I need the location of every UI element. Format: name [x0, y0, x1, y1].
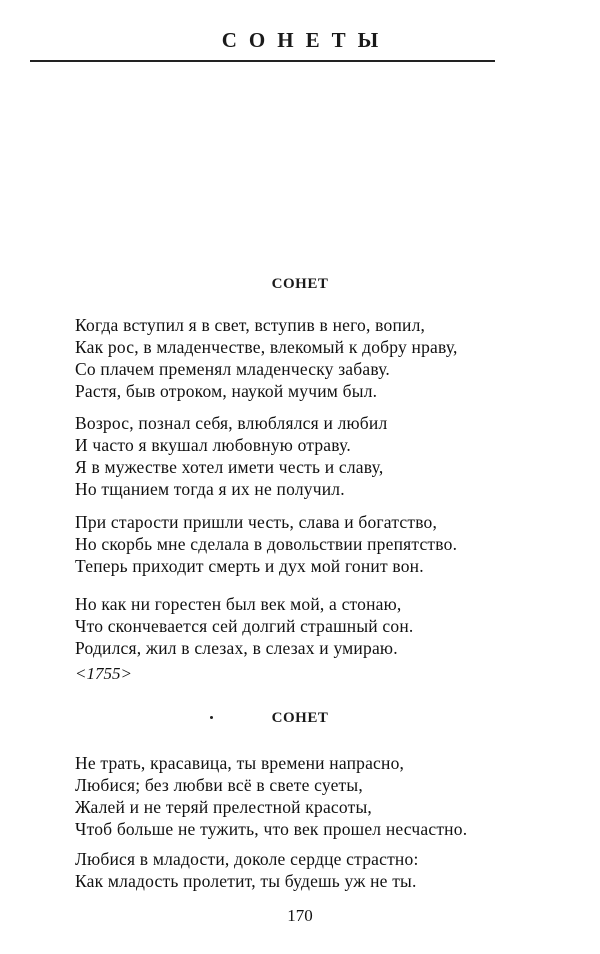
stanza [75, 593, 413, 659]
stanza [75, 511, 457, 577]
poem-title: СОНЕТ [271, 710, 329, 726]
verse-line: Чтоб больше не тужить, что век прошел несчастно. [75, 819, 468, 839]
verse-line: Как рос, в младенчестве, влекомый к добру нраву, [75, 337, 458, 357]
verse-line: Любися; без любви всё в свете суеты, [75, 775, 363, 795]
verse-line: Со плачем пременял младенческу забаву. [75, 359, 390, 379]
verse-line: Теперь приходит смерть и дух мой гонит вон. [75, 556, 424, 576]
verse-line: Любися в младости, доколе сердце страстно: [75, 849, 419, 869]
verse-line: Но скорбь мне сделала в довольствии препятство. [75, 534, 458, 554]
verse-line: Жалей и не теряй прелестной красоты, [75, 797, 372, 817]
page-number: 170 [287, 906, 313, 925]
verse-line: Как младость пролетит, ты будешь уж не ты. [75, 871, 417, 891]
running-head-title: СОНЕТЫ [221, 28, 391, 52]
verse-line: И часто я вкушал любовную отраву. [75, 435, 351, 455]
stanza [75, 314, 458, 402]
verse-line: Не трать, красавица, ты времени напрасно, [75, 753, 405, 773]
verse-line: Растя, быв отроком, наукой мучим был. [75, 381, 378, 401]
verse-line: Родился, жил в слезах, в слезах и умираю. [75, 638, 398, 658]
stanza [75, 848, 419, 892]
header-rule [30, 60, 495, 62]
verse-line: Когда вступил я в свет, вступив в него, вопил, [75, 315, 426, 335]
verse-line: Возрос, познал себя, влюблялся и любил [75, 413, 388, 433]
verse-line: При старости пришли честь, слава и богатство, [75, 512, 438, 532]
stanza [75, 752, 467, 840]
verse-line: Но тщанием тогда я их не получил. [75, 479, 345, 499]
poem-date: <1755> [75, 664, 132, 683]
stanza [75, 412, 387, 500]
verse-line: Что скончевается сей долгий страшный сон. [75, 616, 414, 636]
verse-line: Но как ни горестен был век мой, а стонаю, [75, 594, 402, 614]
verse-line: Я в мужестве хотел имети честь и славу, [75, 457, 384, 477]
poem-title: СОНЕТ [271, 276, 329, 292]
